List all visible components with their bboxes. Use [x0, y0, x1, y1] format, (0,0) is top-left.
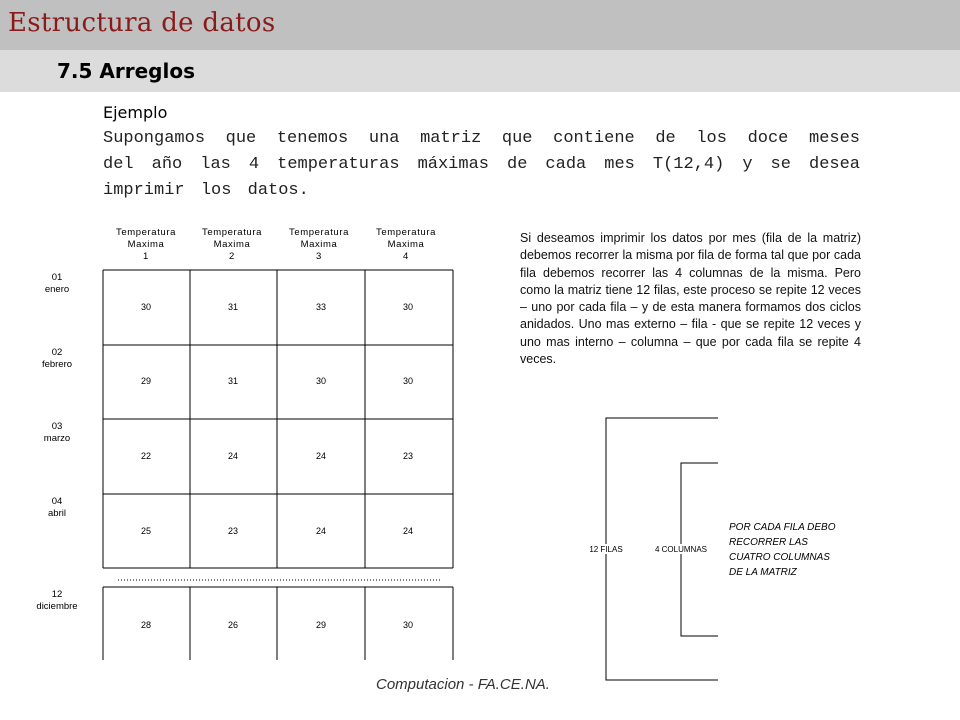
matrix-cell: 22 — [140, 451, 152, 461]
matrix-cell: 30 — [402, 620, 414, 630]
matrix-cell: 23 — [227, 526, 239, 536]
diagram-note-line: POR CADA FILA DEBO — [729, 522, 836, 533]
explanation-text: Si deseamos imprimir los datos por mes (fila de la matriz) debemos recorrer la misma por fila de forma tal que por cada fila debemos recorrer las 4 columnas de la misma. Pero como la matriz tiene 12 filas, este proceso se repite 12 veces – uno por cada fila – y de esta manera formamos dos ciclos anidados. Uno mas externo – fila - que se repite 12 veces y uno mas interno – columna – que por cada fila se repite 4 veces. — [520, 231, 861, 367]
matrix-cell: 31 — [227, 302, 239, 312]
matrix-cell: 24 — [315, 526, 327, 536]
inner-loop-label: 4 COLUMNAS — [654, 545, 708, 554]
row-header: 01 enero — [44, 272, 70, 295]
matrix-cell: 28 — [140, 620, 152, 630]
matrix-cell: 30 — [315, 376, 327, 386]
example-text: Supongamos que tenemos una matriz que contiene de los doce meses del año las 4 temperaturas máximas de cada mes T(12,4) y se desea imprimir los datos. — [103, 129, 860, 200]
matrix-cell: 24 — [402, 526, 414, 536]
matrix-cell: 24 — [227, 451, 239, 461]
matrix-cell: 26 — [227, 620, 239, 630]
matrix-cell: 33 — [315, 302, 327, 312]
diagram-note-line: CUATRO COLUMNAS — [729, 552, 830, 563]
row-header: 02 febrero — [41, 347, 73, 370]
matrix-cell: 29 — [315, 620, 327, 630]
matrix-cell: 23 — [402, 451, 414, 461]
outer-loop-label: 12 FILAS — [589, 545, 623, 554]
matrix-cell: 30 — [140, 302, 152, 312]
diagram-note-line: RECORRER LAS — [729, 537, 808, 548]
matrix-cell: 31 — [227, 376, 239, 386]
matrix-grid — [103, 270, 453, 568]
matrix-cell: 25 — [140, 526, 152, 536]
matrix-cell: 30 — [402, 302, 414, 312]
column-header: Temperatura Maxima 1 — [116, 227, 176, 262]
matrix-cell: 24 — [315, 451, 327, 461]
row-header: 04 abril — [48, 496, 66, 519]
page-title: Estructura de datos — [8, 8, 276, 38]
matrix-grid-last-row — [103, 587, 453, 660]
row-header: 12 diciembre — [36, 589, 78, 612]
column-header: Temperatura Maxima 3 — [289, 227, 349, 262]
footer: Computacion - FA.CE.NA. — [376, 676, 550, 693]
row-header: 03 marzo — [43, 421, 71, 444]
diagram-note-line: DE LA MATRIZ — [729, 567, 797, 578]
column-header: Temperatura Maxima 4 — [376, 227, 436, 262]
matrix-cell: 30 — [402, 376, 414, 386]
column-header: Temperatura Maxima 2 — [202, 227, 262, 262]
example-label: Ejemplo — [103, 103, 168, 122]
section-title: 7.5 Arreglos — [57, 59, 195, 83]
matrix-cell: 29 — [140, 376, 152, 386]
